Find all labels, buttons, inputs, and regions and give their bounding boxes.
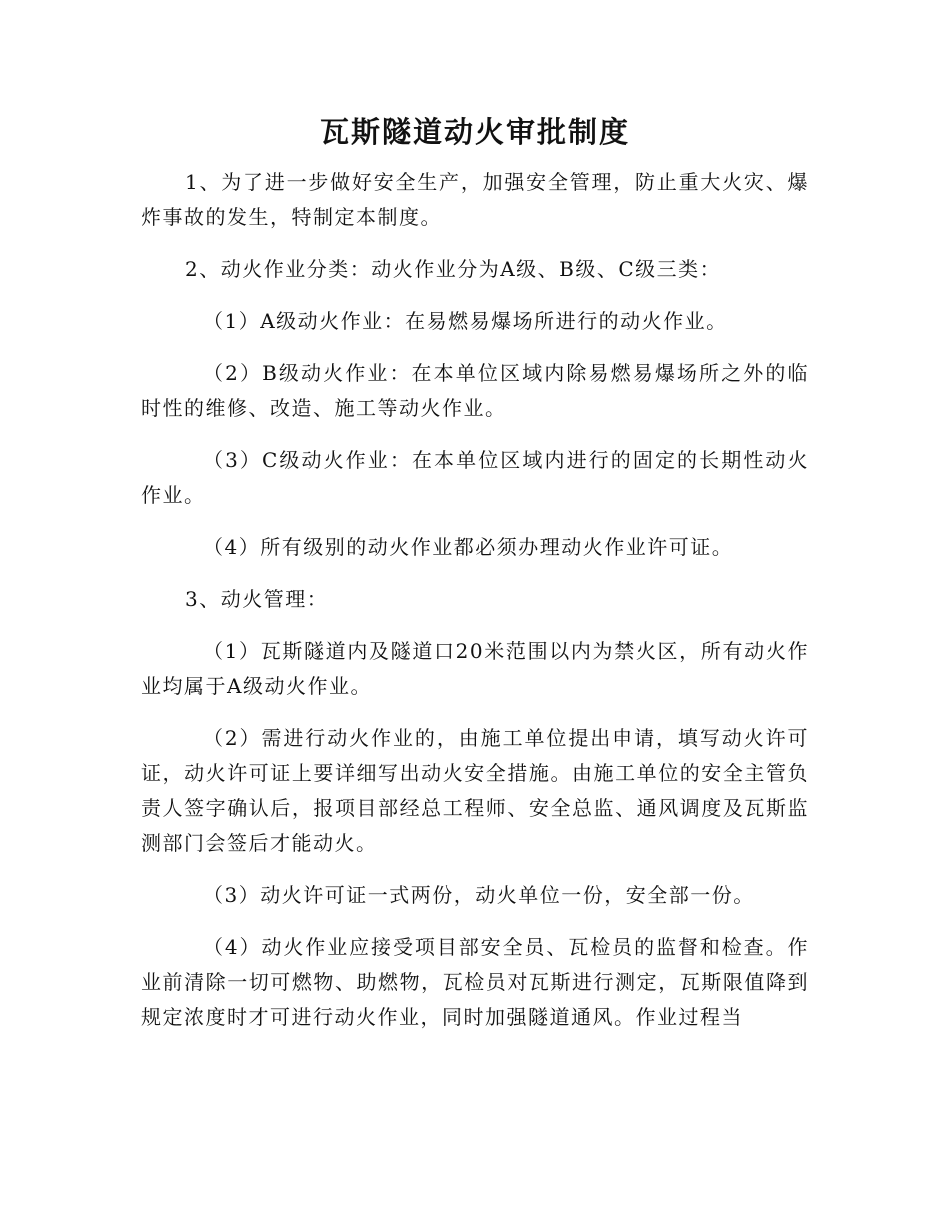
paragraph-3-3: （3）动火许可证一式两份，动火单位一份，安全部一份。 <box>203 883 755 907</box>
paragraph-3-2: （2）需进行动火作业的，由施工单位提出申请，填写动火许可证，动火许可证上要详细写出动火安全措施。由施工单位的安全主管负责人签字确认后，报项目部经总工程师、安全总监、通风调度及瓦斯监测部门会签后才能动火。 <box>141 726 809 855</box>
document-body <box>141 165 809 1052</box>
paragraph-2: 2、动火作业分类：动火作业分为A级、B级、C级三类： <box>185 257 722 281</box>
paragraph-1: 1、为了进一步做好安全生产，加强安全管理，防止重大火灾、爆炸事故的发生，特制定本制度。 <box>141 170 809 229</box>
document-title: 瓦斯隧道动火审批制度 <box>319 115 630 149</box>
paragraph-2-4: （4）所有级别的动火作业都必须办理动火作业许可证。 <box>203 535 734 559</box>
paragraph-2-2: （2）B级动火作业：在本单位区域内除易燃易爆场所之外的临时性的维修、改造、施工等动火作业。 <box>141 361 809 420</box>
paragraph-3-1: （1）瓦斯隧道内及隧道口20米范围以内为禁火区，所有动火作业均属于A级动火作业。 <box>141 639 809 698</box>
paragraph-3: 3、动火管理： <box>185 587 329 611</box>
paragraph-2-3: （3）C级动火作业：在本单位区域内进行的固定的长期性动火作业。 <box>141 448 809 507</box>
paragraph-3-4: （4）动火作业应接受项目部安全员、瓦检员的监督和检查。作业前清除一切可燃物、助燃物，瓦检员对瓦斯进行测定，瓦斯限值降到规定浓度时才可进行动火作业，同时加强隧道通风。作业过程当 <box>141 935 809 1029</box>
paragraph-2-1: （1）A级动火作业：在易燃易爆场所进行的动火作业。 <box>203 309 728 333</box>
